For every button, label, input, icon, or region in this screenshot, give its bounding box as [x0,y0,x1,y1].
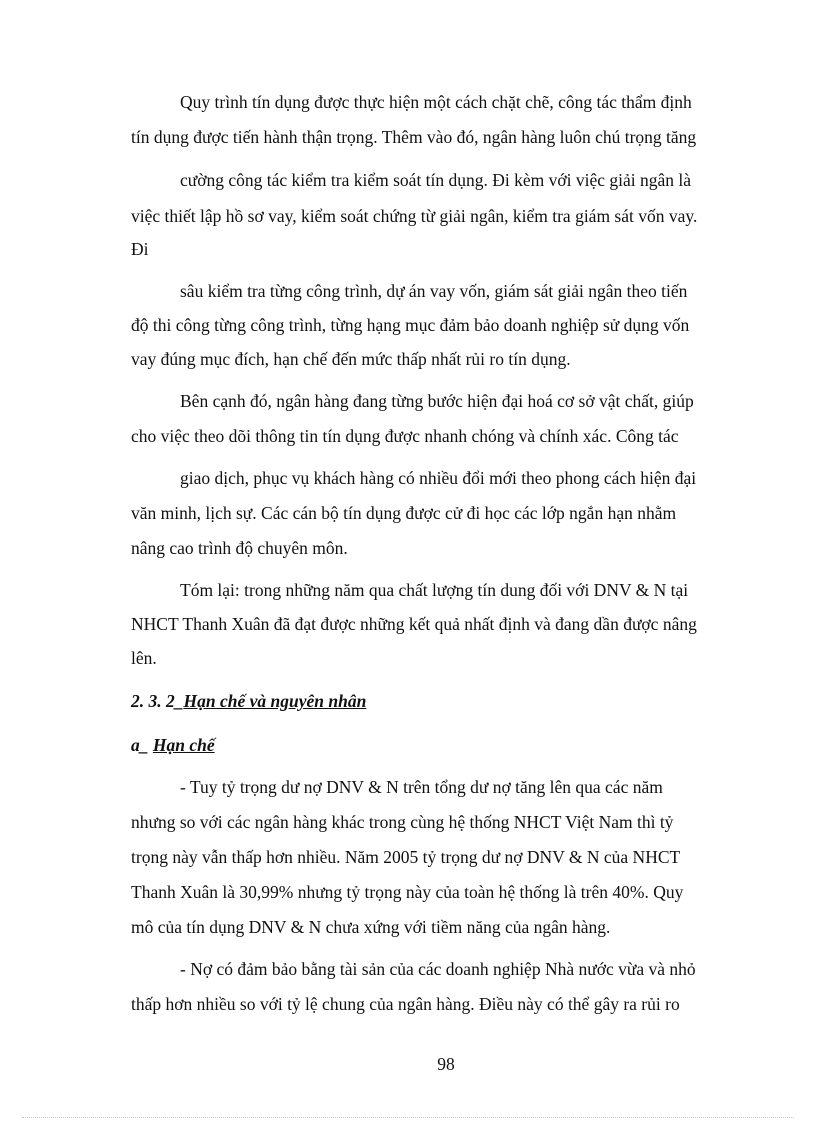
subsection-title: Hạn chế [152,735,215,755]
text-line: tín dụng được tiến hành thận trọng. Thêm vào đó, ngân hàng luôn chú trọng tăng [131,127,697,147]
section-title: Hạn chế và nguyên nhân [183,691,367,711]
text-line: Bên cạnh đó, ngân hàng đang từng bước hiện đại hoá cơ sở vật chất, giúp [180,391,694,411]
text-line: Tóm lại: trong những năm qua chất lượng tín dung đối với DNV & N tại [180,580,689,600]
subsection-heading [131,734,215,756]
text-line: vay đúng mục đích, hạn chế đến mức thấp nhất rủi ro tín dụng. [131,349,571,369]
section-number: 2. 3. 2_ [131,691,184,711]
text-line: Thanh Xuân là 30,99% nhưng tỷ trọng này của toàn hệ thống là trên 40%. Quy [131,882,684,902]
text-line: giao dịch, phục vụ khách hàng có nhiều đổi mới theo phong cách hiện đại [180,468,697,488]
text-line: - Tuy tỷ trọng dư nợ DNV & N trên tổng dư nợ tăng lên qua các năm [180,777,663,797]
text-line: sâu kiểm tra từng công trình, dự án vay vốn, giám sát giải ngân theo tiến [180,281,688,301]
text-line: nhưng so với các ngân hàng khác trong cùng hệ thống NHCT Việt Nam thì tỷ [131,812,674,832]
text-line: thấp hơn nhiều so với tỷ lệ chung của ngân hàng. Điều này có thể gây ra rủi ro [131,994,680,1014]
section-heading [131,690,366,712]
text-line: nâng cao trình độ chuyên môn. [131,538,348,558]
text-line: - Nợ có đảm bảo bằng tài sản của các doanh nghiệp Nhà nước vừa và nhỏ [180,959,696,979]
text-line: văn minh, lịch sự. Các cán bộ tín dụng được cử đi học các lớp ngắn hạn nhằm [131,503,677,523]
page-bottom-divider [22,1117,794,1118]
text-line: mô của tín dụng DNV & N chưa xứng với tiềm năng của ngân hàng. [131,917,611,937]
subsection-number: a_ [131,735,153,755]
text-line: cho việc theo dõi thông tin tín dụng được nhanh chóng và chính xác. Công tác [131,426,679,446]
page-number: 98 [437,1054,455,1074]
text-line: việc thiết lập hồ sơ vay, kiểm soát chứng từ giải ngân, kiểm tra giám sát vốn vay. [131,206,698,226]
text-line: cường công tác kiểm tra kiểm soát tín dụng. Đi kèm với việc giải ngân là [180,170,692,190]
text-line: trọng này vẫn thấp hơn nhiều. Năm 2005 tỷ trọng dư nợ DNV & N của NHCT [131,847,681,867]
text-line: độ thi công từng công trình, từng hạng mục đảm bảo doanh nghiệp sử dụng vốn [131,315,690,335]
text-line: lên. [131,648,157,668]
text-line: NHCT Thanh Xuân đã đạt được những kết quả nhất định và đang dần được nâng [131,614,697,634]
text-line: Quy trình tín dụng được thực hiện một cách chặt chẽ, công tác thẩm định [180,92,692,112]
text-line: Đi [131,239,149,259]
